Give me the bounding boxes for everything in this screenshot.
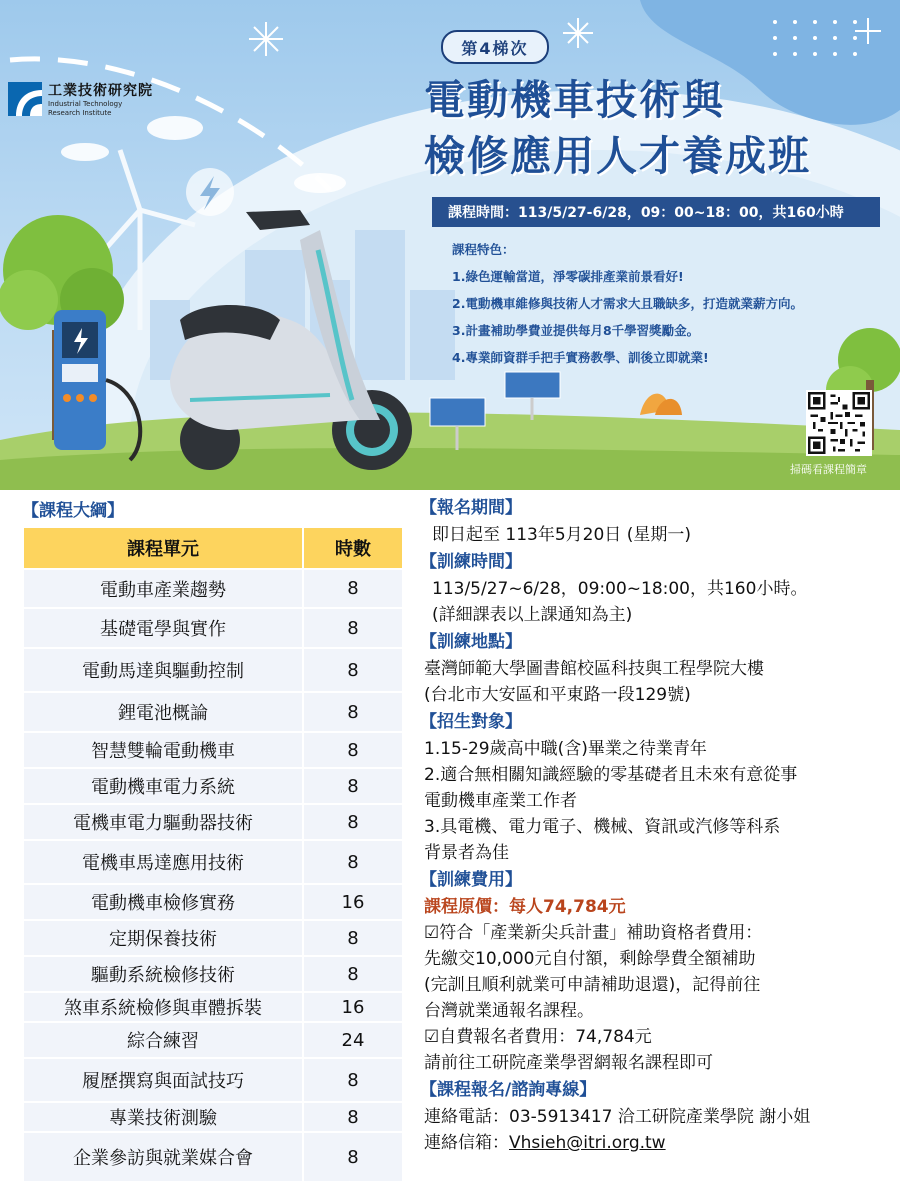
contact-email-row	[420, 1130, 890, 1156]
table-row	[24, 920, 402, 956]
table-row	[24, 692, 402, 732]
batch-badge: 第4梯次	[441, 30, 549, 64]
course-features	[452, 236, 892, 371]
unit-cell: 專業技術測驗	[24, 1102, 303, 1132]
itri-logo	[8, 80, 153, 118]
table-row	[24, 569, 402, 608]
target-line-2b: 電動機車產業工作者	[424, 791, 577, 811]
unit-cell: 電動機車電力系統	[24, 768, 303, 804]
unit-cell: 電機車電力驅動器技術	[24, 804, 303, 840]
location-line-1: 臺灣師範大學圖書館校區科技與工程學院大樓	[424, 659, 764, 679]
fee-subsidy-line-2: 先繳交10,000元自付額，剩餘學費全額補助	[424, 949, 756, 969]
unit-cell: 鋰電池概論	[24, 692, 303, 732]
unit-cell: 定期保養技術	[24, 920, 303, 956]
course-time-bar: 課程時間：113/5/27-6/28，09：00~18：00，共160小時	[432, 197, 880, 227]
hours-cell: 8	[303, 648, 402, 692]
unit-cell: 企業參訪與就業媒合會	[24, 1132, 303, 1182]
unit-cell: 履歷撰寫與面試技巧	[24, 1058, 303, 1102]
contact-heading: 【課程報名/諮詢專線】	[420, 1080, 597, 1100]
unit-cell: 驅動系統檢修技術	[24, 956, 303, 992]
logo-name-en-1: Industrial Technology	[48, 100, 123, 108]
hours-cell: 16	[303, 884, 402, 920]
unit-cell: 電動機車檢修實務	[24, 884, 303, 920]
registration-period: 即日起至 113年5月20日 (星期一)	[432, 525, 691, 545]
registration-period-heading: 【報名期間】	[420, 498, 522, 518]
unit-cell: 電動馬達與驅動控制	[24, 648, 303, 692]
fee-subsidy-line-3: (完訓且順利就業可申請補助退還)，記得前往	[424, 975, 761, 995]
table-row	[24, 840, 402, 884]
qr-code-icon[interactable]	[806, 390, 872, 456]
unit-cell: 煞車系統檢修與車體拆裝	[24, 992, 303, 1022]
table-row	[24, 732, 402, 768]
hours-cell: 8	[303, 608, 402, 648]
features-title: 課程特色：	[452, 242, 515, 257]
location-heading: 【訓練地點】	[420, 632, 522, 652]
course-outline-table	[24, 528, 402, 1183]
course-banner	[0, 0, 900, 490]
course-title-line-2: 檢修應用人才養成班	[424, 132, 811, 180]
hours-cell: 8	[303, 920, 402, 956]
fee-self-line-2: 請前往工研院產業學習網報名課程即可	[424, 1053, 713, 1073]
hours-cell: 8	[303, 569, 402, 608]
original-price: 課程原價：每人74,784元	[424, 897, 626, 917]
feature-item: 4.專業師資群手把手實務教學、訓後立即就業!	[452, 350, 709, 365]
hours-cell: 8	[303, 1132, 402, 1182]
table-row	[24, 1102, 402, 1132]
fee-heading: 【訓練費用】	[420, 870, 522, 890]
contact-email-label: 連絡信箱：	[424, 1133, 509, 1153]
contact-email-link[interactable]: Vhsieh@itri.org.tw	[509, 1133, 666, 1153]
hours-cell: 8	[303, 1058, 402, 1102]
location-line-2: (台北市大安區和平東路一段129號)	[424, 685, 691, 705]
contact-phone: 連絡電話：03-5913417 洽工研院產業學院 謝小姐	[424, 1107, 811, 1127]
course-info	[420, 494, 890, 1156]
unit-cell: 基礎電學與實作	[24, 608, 303, 648]
table-row	[24, 608, 402, 648]
table-row	[24, 1022, 402, 1058]
course-title-line-1: 電動機車技術與	[424, 76, 725, 124]
fee-subsidy-line-4: 台灣就業通報名課程。	[424, 1001, 594, 1021]
target-line-1: 1.15-29歲高中職(含)畢業之待業青年	[424, 739, 707, 759]
hours-cell: 8	[303, 732, 402, 768]
unit-cell: 電動車產業趨勢	[24, 569, 303, 608]
hours-cell: 8	[303, 768, 402, 804]
target-line-2a: 2.適合無相關知識經驗的零基礎者且未來有意從事	[424, 765, 798, 785]
column-header-unit: 課程單元	[24, 528, 303, 569]
fee-subsidy-line-1: ☑符合「產業新尖兵計畫」補助資格者費用：	[424, 923, 763, 943]
outline-heading: 【課程大綱】	[22, 501, 124, 521]
hours-cell: 8	[303, 1102, 402, 1132]
table-row	[24, 992, 402, 1022]
itri-logo-icon	[8, 82, 42, 116]
hours-cell: 8	[303, 692, 402, 732]
unit-cell: 綜合練習	[24, 1022, 303, 1058]
hours-cell: 16	[303, 992, 402, 1022]
training-time-line-2: (詳細課表以上課通知為主)	[432, 605, 633, 625]
target-heading: 【招生對象】	[420, 712, 522, 732]
hours-cell: 24	[303, 1022, 402, 1058]
fee-self-line-1: ☑自費報名者費用：74,784元	[424, 1027, 652, 1047]
table-row	[24, 884, 402, 920]
qr-caption: 掃碼看課程簡章	[790, 463, 867, 476]
training-time-heading: 【訓練時間】	[420, 552, 522, 572]
table-row	[24, 1058, 402, 1102]
unit-cell: 智慧雙輪電動機車	[24, 732, 303, 768]
table-row	[24, 768, 402, 804]
course-title	[424, 72, 894, 184]
logo-name-en-2: Research Institute	[48, 109, 112, 117]
target-line-3a: 3.具電機、電力電子、機械、資訊或汽修等科系	[424, 817, 781, 837]
table-row	[24, 1132, 402, 1182]
table-header-row	[24, 528, 402, 569]
unit-cell: 電機車馬達應用技術	[24, 840, 303, 884]
logo-name-zh: 工業技術研究院	[48, 83, 153, 99]
hours-cell: 8	[303, 804, 402, 840]
table-row	[24, 648, 402, 692]
hours-cell: 8	[303, 956, 402, 992]
training-time-line-1: 113/5/27~6/28，09:00~18:00，共160小時。	[432, 579, 808, 599]
target-line-3b: 背景者為佳	[424, 843, 509, 863]
feature-item: 1.綠色運輸當道，淨零碳排產業前景看好!	[452, 269, 684, 284]
column-header-hours: 時數	[303, 528, 402, 569]
table-row	[24, 804, 402, 840]
hours-cell: 8	[303, 840, 402, 884]
feature-item: 2.電動機車維修與技術人才需求大且職缺多，打造就業薪方向。	[452, 296, 803, 311]
feature-item: 3.計畫補助學費並提供每月8千學習獎勵金。	[452, 323, 700, 338]
table-row	[24, 956, 402, 992]
